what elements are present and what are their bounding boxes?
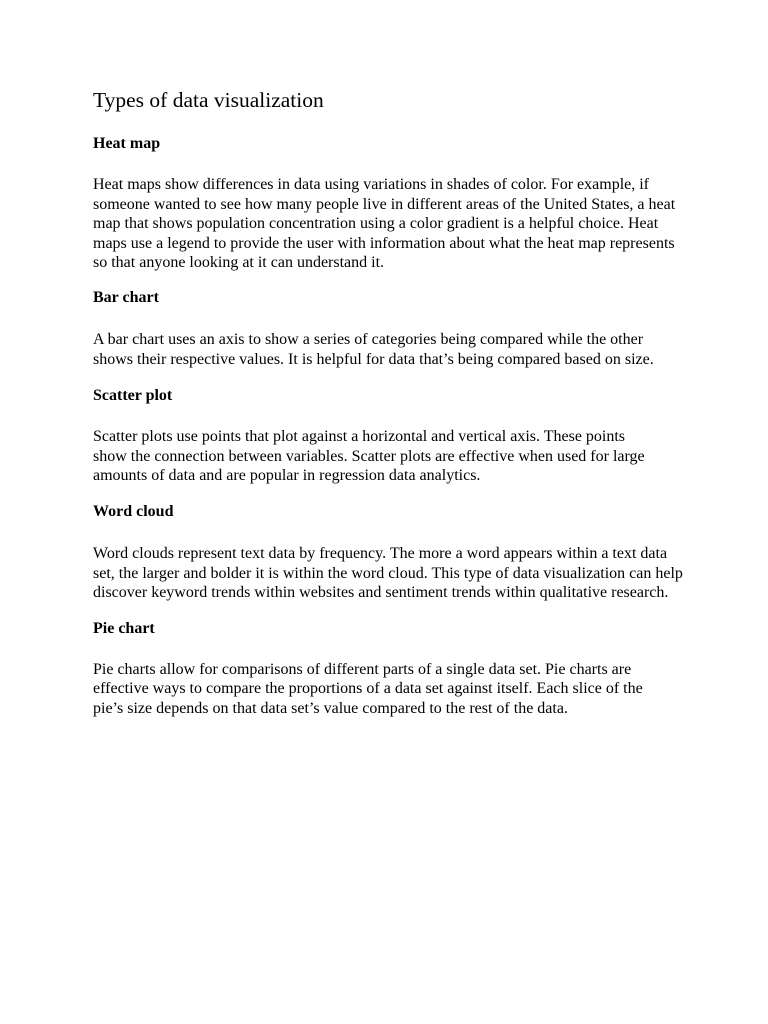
document-title: Types of data visualization (93, 88, 324, 112)
section-pie-chart (93, 619, 683, 719)
section-scatter-plot (93, 386, 683, 486)
section-paragraph: Heat maps show differences in data using variations in shades of color. For example, if someone wanted to see how many people live in different areas of the United States, a heat map that shows population concentration using a color gradient is a helpful choice. Heat maps use a legend to provide the user with information about what the heat map represents so that anyone looking at it can understand it. (93, 176, 676, 272)
section-paragraph: Pie charts allow for comparisons of different parts of a single data set. Pie charts are effective ways to compare the proportions of a data set against itself. Each slice of the pie’s size depends on that data set’s value compared to the rest of the data. (93, 660, 643, 717)
section-word-cloud (93, 502, 683, 603)
section-heading: Scatter plot (93, 387, 173, 405)
section-heading: Bar chart (93, 288, 159, 306)
section-paragraph: A bar chart uses an axis to show a series of categories being compared while the other shows their respective values. It is helpful for data that’s being compared based on size. (93, 330, 654, 368)
section-heading: Pie chart (93, 619, 155, 637)
section-heading: Word cloud (93, 502, 174, 520)
section-bar-chart (93, 288, 683, 369)
section-paragraph: Word clouds represent text data by frequency. The more a word appears within a text data set, the larger and bolder it is within the word cloud. This type of data visualization can help discover keyword trends within websites and sentiment trends within qualitative research. (93, 544, 683, 602)
section-heat-map (93, 134, 683, 273)
section-heading: Heat map (93, 135, 161, 152)
section-paragraph: Scatter plots use points that plot against a horizontal and vertical axis. These points show the connection between variables. Scatter plots are effective when used for large amounts of data and are popular in regression data analytics. (93, 428, 645, 485)
document-page (93, 86, 683, 719)
